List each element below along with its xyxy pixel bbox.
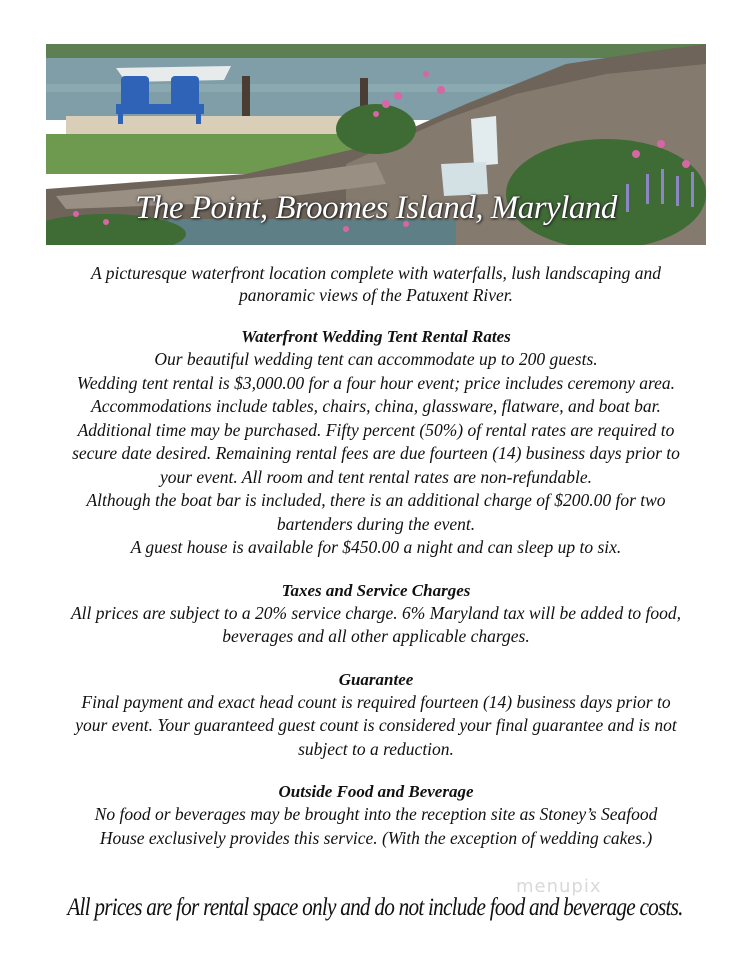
section-title-taxes: Taxes and Service Charges [281, 580, 471, 600]
taxes-line: All prices are subject to a 20% service charge. 6% Maryland tax will be added to food, [70, 602, 682, 623]
rental-rates-line: Although the boat bar is included, there is an additional charge of $200.00 for two [86, 490, 666, 510]
guarantee-line: subject to a reduction. [298, 738, 454, 759]
guarantee-line: your event. Your guaranteed guest count is considered your final guarantee and is not [75, 715, 677, 735]
rental-rates-line: A guest house is available for $450.00 a night and can sleep up to six. [130, 537, 622, 557]
banner-title: The Point, Broomes Island, Maryland [135, 190, 617, 226]
outside-food-line: House exclusively provides this service. (With the exception of wedding cakes.) [99, 827, 653, 848]
outside-food-line: No food or beverages may be brought into the reception site as Stoney’s Seafood [94, 804, 658, 824]
intro-line: panoramic views of the Patuxent River. [238, 285, 514, 305]
section-title-rental-rates: Waterfront Wedding Tent Rental Rates [241, 327, 511, 346]
rental-rates-line: secure date desired. Remaining rental fees are due fourteen (14) business days prior to [72, 443, 680, 463]
rental-rates-line: bartenders during the event. [276, 513, 476, 534]
header-photo [46, 44, 706, 245]
document-body [40, 262, 712, 850]
rental-rates-line: Accommodations include tables, chairs, china, glassware, flatware, and boat bar. [91, 396, 661, 416]
menupix-watermark: menupix [516, 876, 602, 897]
footer-note: All prices are for rental space only and do not include food and beverage costs. [67, 894, 683, 921]
rental-rates-line: Our beautiful wedding tent can accommodate up to 200 guests. [154, 349, 598, 369]
section-title-outside-food: Outside Food and Beverage [278, 782, 474, 801]
taxes-line: beverages and all other applicable charges. [222, 626, 530, 646]
rental-rates-line: Wedding tent rental is $3,000.00 for a four hour event; price includes ceremony area. [76, 372, 676, 393]
rental-rates-line: Additional time may be purchased. Fifty percent (50%) of rental rates are required to [77, 419, 675, 440]
guarantee-line: Final payment and exact head count is required fourteen (14) business days prior to [81, 691, 671, 712]
section-title-guarantee: Guarantee [338, 669, 414, 689]
intro-line: A picturesque waterfront location complete with waterfalls, lush landscaping and [90, 263, 661, 283]
rental-rates-line: your event. All room and tent rental rates are non-refundable. [159, 466, 593, 487]
